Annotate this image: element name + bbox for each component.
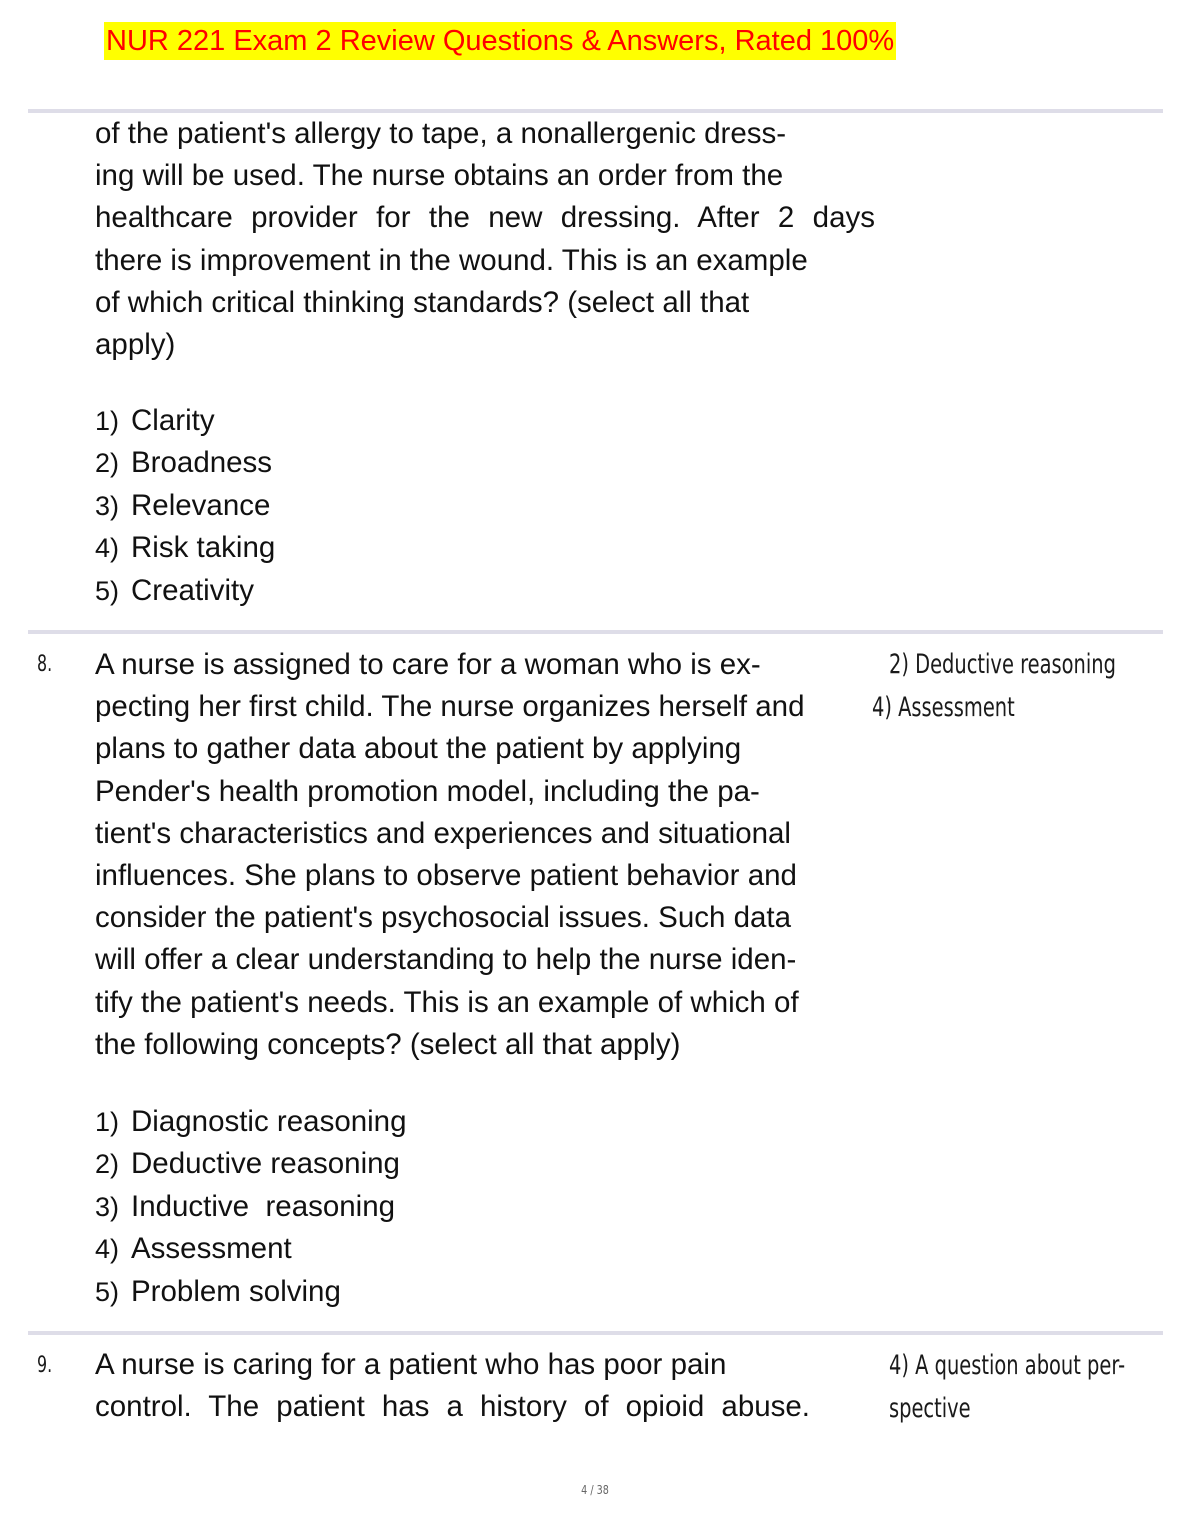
question-line: Pender's health promotion model, including the pa- [95, 774, 760, 808]
question-line: plans to gather data about the patient by applying [95, 732, 742, 766]
option-text: Problem solving [131, 1274, 341, 1308]
question-line: consider the patient's psychosocial issues. Such data [95, 901, 792, 935]
option-text: Inductive reasoning [131, 1189, 396, 1223]
question-line: the following concepts? (select all that apply) [95, 1027, 681, 1061]
option-item [95, 1101, 407, 1143]
answer-line: 2) Deductive reasoning [889, 649, 1116, 680]
option-number: 4) [95, 1234, 120, 1265]
question-9-number: 9. [37, 1353, 53, 1378]
option-number: 3) [95, 490, 120, 521]
option-number: 5) [95, 1276, 120, 1307]
option-number: 5) [95, 575, 120, 606]
option-text: Clarity [131, 404, 215, 437]
question-line: A nurse is caring for a patient who has poor pain [95, 1348, 727, 1381]
option-number: 2) [95, 448, 120, 479]
option-item [95, 1186, 407, 1228]
question-line: tient's characteristics and experiences and situational [95, 816, 791, 850]
question-line: control. The patient has a history of opioid abuse. [95, 1390, 810, 1424]
question-8-answer [872, 686, 1015, 729]
option-number: 3) [95, 1191, 120, 1222]
option-text: Deductive reasoning [131, 1147, 400, 1181]
option-text: Creativity [131, 573, 254, 607]
divider [28, 1331, 1163, 1335]
answer-line: spective [889, 1393, 971, 1424]
question-line: tify the patient's needs. This is an example of which of [95, 985, 799, 1019]
option-text: Assessment [131, 1232, 292, 1266]
option-number: 4) [95, 533, 120, 564]
question-line: A nurse is assigned to care for a woman who is ex- [95, 648, 761, 681]
option-number: 1) [95, 1107, 120, 1137]
question-8-answer [889, 643, 1116, 686]
question-line: there is improvement in the wound. This is an example [95, 243, 808, 277]
option-text: Risk taking [131, 531, 276, 565]
option-item [95, 400, 275, 442]
question-line: of the patient's allergy to tape, a nonallergenic dress- [95, 117, 787, 150]
question-line: of which critical thinking standards? (select all that [95, 285, 750, 319]
question-8-text [95, 644, 875, 1066]
question-line: influences. She plans to observe patient behavior and [95, 859, 797, 893]
option-item [95, 527, 275, 569]
option-item [95, 570, 275, 612]
divider [28, 630, 1163, 634]
option-item [95, 1271, 407, 1313]
question-line: ing will be used. The nurse obtains an order from the [95, 159, 784, 193]
question-line: apply) [95, 328, 176, 362]
question-line: will offer a clear understanding to help the nurse iden- [95, 943, 797, 977]
option-number: 1) [95, 406, 120, 436]
question-line: healthcare provider for the new dressing. After 2 days [95, 201, 875, 235]
option-number: 2) [95, 1149, 120, 1180]
option-item [95, 442, 275, 484]
option-item [95, 1143, 407, 1185]
option-text: Relevance [131, 488, 271, 522]
page-number: 4 / 38 [581, 1483, 609, 1497]
option-text: Diagnostic reasoning [131, 1105, 407, 1138]
option-item [95, 485, 275, 527]
option-item [95, 1228, 407, 1270]
answer-line: 4) A question about per- [889, 1350, 1126, 1381]
option-text: Broadness [131, 446, 273, 480]
question-7-text [95, 113, 875, 366]
question-8-options [95, 1101, 407, 1313]
answer-line: 4) Assessment [872, 692, 1015, 723]
document-title-banner: NUR 221 Exam 2 Review Questions & Answers, Rated 100% [104, 22, 896, 60]
question-9-text [95, 1344, 810, 1428]
question-line: pecting her first child. The nurse organizes herself and [95, 690, 805, 724]
question-8-number: 8. [37, 652, 53, 677]
question-7-options [95, 400, 275, 612]
question-9-answer [889, 1344, 1125, 1430]
